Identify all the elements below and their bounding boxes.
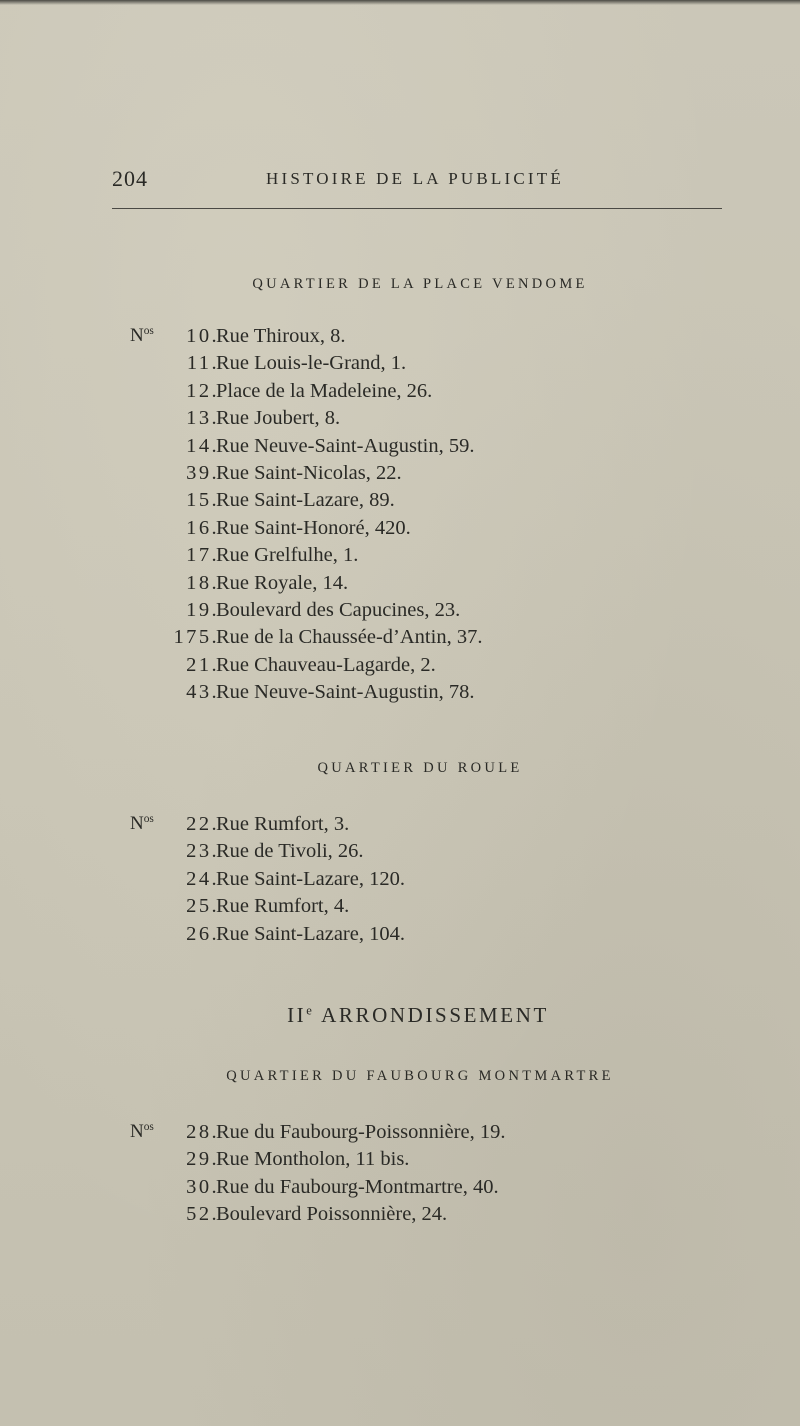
list-item [112, 868, 712, 895]
entry-address: Rue Rumfort, 3. [216, 813, 350, 835]
numeros-label [130, 325, 154, 347]
list-item [112, 1148, 712, 1175]
entry-number: 52. [186, 1203, 219, 1226]
entry-number: 175. [173, 626, 219, 649]
entry-address: Rue Saint-Honoré, 420. [216, 516, 411, 539]
list-item [112, 1176, 712, 1203]
section-heading-place-vendome: QUARTIER DE LA PLACE VENDOME [252, 276, 588, 292]
entry-address: Rue de la Chaussée-d’Antin, 37. [216, 626, 483, 649]
section-heading-roule: QUARTIER DU ROULE [317, 760, 523, 776]
entry-number: 18. [186, 571, 219, 594]
entry-number: 21. [186, 653, 219, 676]
section-heading-faubourg-montmartre: QUARTIER DU FAUBOURG MONTMARTRE [226, 1068, 614, 1084]
entry-address: Rue Neuve-Saint-Augustin, 59. [216, 434, 475, 457]
entry-address: Rue Saint-Nicolas, 22. [216, 461, 402, 484]
entry-number: 10. [186, 325, 219, 347]
numeros-letter: N [130, 1121, 144, 1142]
list-item [112, 813, 712, 840]
entry-number: 11. [186, 352, 219, 375]
list-item [112, 626, 712, 653]
entry-number: 39. [186, 461, 219, 484]
entry-number: 25. [186, 895, 219, 918]
entry-address: Rue Thiroux, 8. [216, 325, 346, 347]
entry-address: Rue du Faubourg-Poissonnière, 19. [216, 1121, 506, 1143]
address-list-faubourg-montmartre [112, 1121, 712, 1231]
numeros-sup: os [143, 325, 154, 338]
entry-number: 23. [186, 840, 219, 863]
entry-address: Rue Saint-Lazare, 89. [216, 489, 395, 512]
list-item [112, 325, 712, 352]
list-item [112, 654, 712, 681]
entry-address: Rue de Tivoli, 26. [216, 840, 364, 863]
entry-address: Place de la Madeleine, 26. [216, 379, 433, 402]
entry-number: 16. [186, 516, 219, 539]
list-item [112, 407, 712, 434]
entry-address: Rue Chauveau-Lagarde, 2. [216, 653, 436, 676]
address-list-place-vendome [112, 325, 712, 708]
entry-address: Rue Montholon, 11 bis. [216, 1148, 410, 1171]
list-item [112, 923, 712, 950]
entry-number: 24. [186, 867, 219, 890]
entry-number: 13. [186, 407, 219, 430]
list-item [112, 840, 712, 867]
header-rule [112, 208, 722, 209]
address-list-roule [112, 813, 712, 950]
entry-address: Rue Grelfulhe, 1. [216, 544, 359, 567]
list-item [112, 352, 712, 379]
list-item [112, 435, 712, 462]
list-item [112, 489, 712, 516]
list-item [112, 1203, 712, 1230]
entry-number: 28. [186, 1121, 219, 1143]
entry-number: 19. [186, 598, 219, 621]
entry-address: Rue Saint-Lazare, 120. [216, 867, 405, 890]
entry-number: 14. [186, 434, 219, 457]
list-item [112, 517, 712, 544]
entry-number: 12. [186, 379, 219, 402]
entry-number: 22. [186, 813, 219, 835]
page-number: 204 [112, 166, 148, 191]
entry-address: Boulevard des Capucines, 23. [216, 598, 461, 621]
entry-address: Rue Rumfort, 4. [216, 895, 350, 918]
running-title: HISTOIRE DE LA PUBLICITÉ [266, 169, 564, 188]
list-item [112, 1121, 712, 1148]
list-item [112, 599, 712, 626]
page-top-edge [0, 0, 800, 5]
numeros-sup: os [143, 1121, 154, 1134]
list-item [112, 462, 712, 489]
entry-address: Boulevard Poissonnière, 24. [216, 1203, 448, 1226]
entry-number: 15. [186, 489, 219, 512]
entry-number: 43. [186, 681, 219, 704]
numeros-label [130, 1121, 154, 1143]
arrondissement-sup: e [306, 1003, 315, 1018]
entry-address: Rue Joubert, 8. [216, 407, 341, 430]
entry-address: Rue Neuve-Saint-Augustin, 78. [216, 681, 475, 704]
entry-number: 30. [186, 1175, 219, 1198]
entry-address: Rue Saint-Lazare, 104. [216, 922, 405, 945]
entry-number: 17. [186, 544, 219, 567]
entry-address: Rue Royale, 14. [216, 571, 349, 594]
arrondissement-heading [0, 1003, 800, 1028]
numeros-letter: N [130, 325, 144, 346]
list-item [112, 681, 712, 708]
entry-address: Rue du Faubourg-Montmartre, 40. [216, 1175, 499, 1198]
arrondissement-roman: II [287, 1003, 307, 1027]
list-item [112, 544, 712, 571]
arrondissement-word: ARRONDISSEMENT [321, 1003, 549, 1027]
numeros-sup: os [143, 813, 154, 826]
list-item [112, 895, 712, 922]
entry-number: 29. [186, 1148, 219, 1171]
entry-address: Rue Louis-le-Grand, 1. [216, 352, 407, 375]
numeros-letter: N [130, 813, 144, 834]
entry-number: 26. [186, 922, 219, 945]
numeros-label [130, 813, 154, 835]
list-item [112, 380, 712, 407]
list-item [112, 572, 712, 599]
